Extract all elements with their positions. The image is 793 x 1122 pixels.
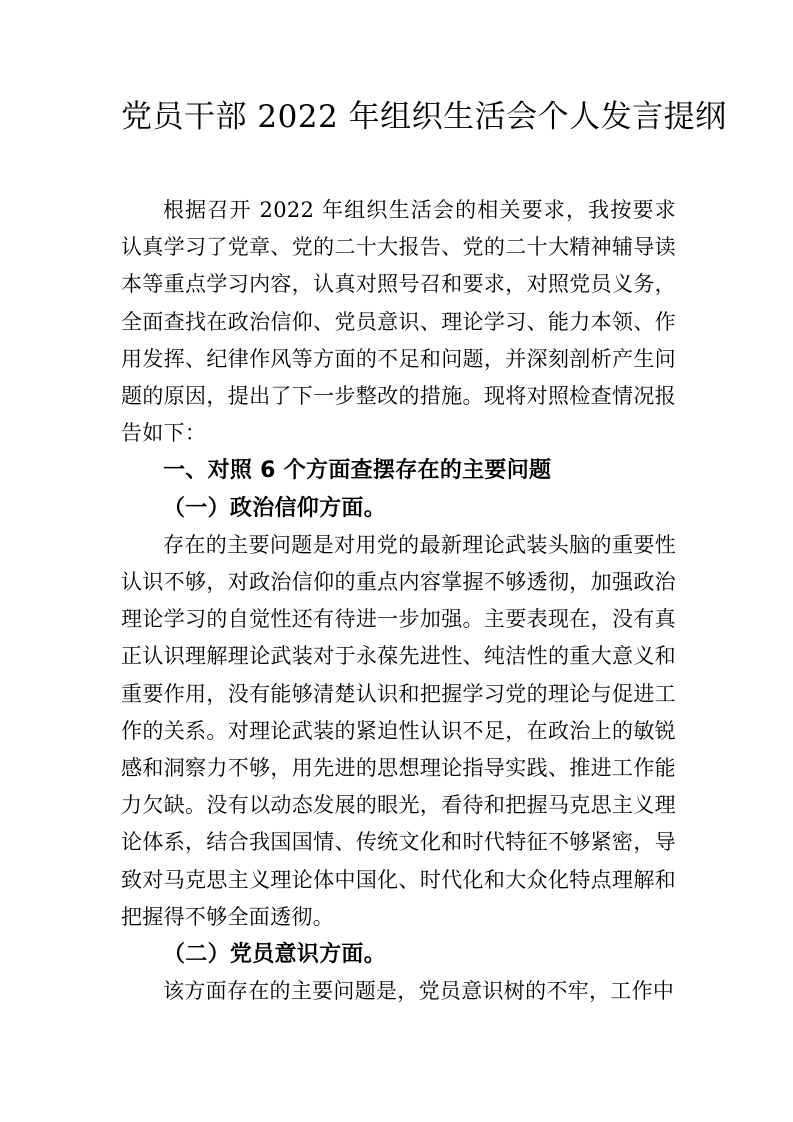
subsection-2-heading: （二）党员意识方面。	[163, 941, 387, 968]
subsection-1-paragraph: 存在的主要问题是对用党的最新理论武装头脑的重要性认识不够，对政治信仰的重点内容掌握不够透彻，加强政治理论学习的自觉性还有待进一步加强。主要表现在，没有真正认识理解理论武装对于永葆先进性、纯洁性的重大意义和重要作用，没有能够清楚认识和把握学习党的理论与促进工作的关系。对理论武装的紧迫性认识不足，在政治上的敏锐感和洞察力不够，用先进的思想理论指导实践、推进工作能力欠缺。没有以动态发展的眼光，看待和把握马克思主义理论体系，结合我国国情、传统文化和时代特征不够紧密，导致对马克思主义理论体中国化、时代化和大众化特点理解和把握得不够全面透彻。	[121, 532, 676, 929]
subsection-2-paragraph: 该方面存在的主要问题是，党员意识树的不牢，工作中	[163, 979, 675, 1004]
section-1-heading: 一、对照 6 个方面查摆存在的主要问题	[163, 458, 552, 484]
document-title: 党员干部 2022 年组织生活会个人发言提纲	[121, 99, 727, 135]
subsection-1-heading: （一）政治信仰方面。	[163, 494, 387, 521]
intro-paragraph: 根据召开 2022 年组织生活会的相关要求，我按要求认真学习了党章、党的二十大报告、党的二十大精神辅导读本等重点学习内容，认真对照号召和要求，对照党员义务，全面查找在政治信仰、党员意识、理论学习、能力本领、作用发挥、纪律作风等方面的不足和问题，并深刻剖析产生问题的原因，提出了下一步整改的措施。现将对照检查情况报告如下：	[121, 198, 676, 446]
